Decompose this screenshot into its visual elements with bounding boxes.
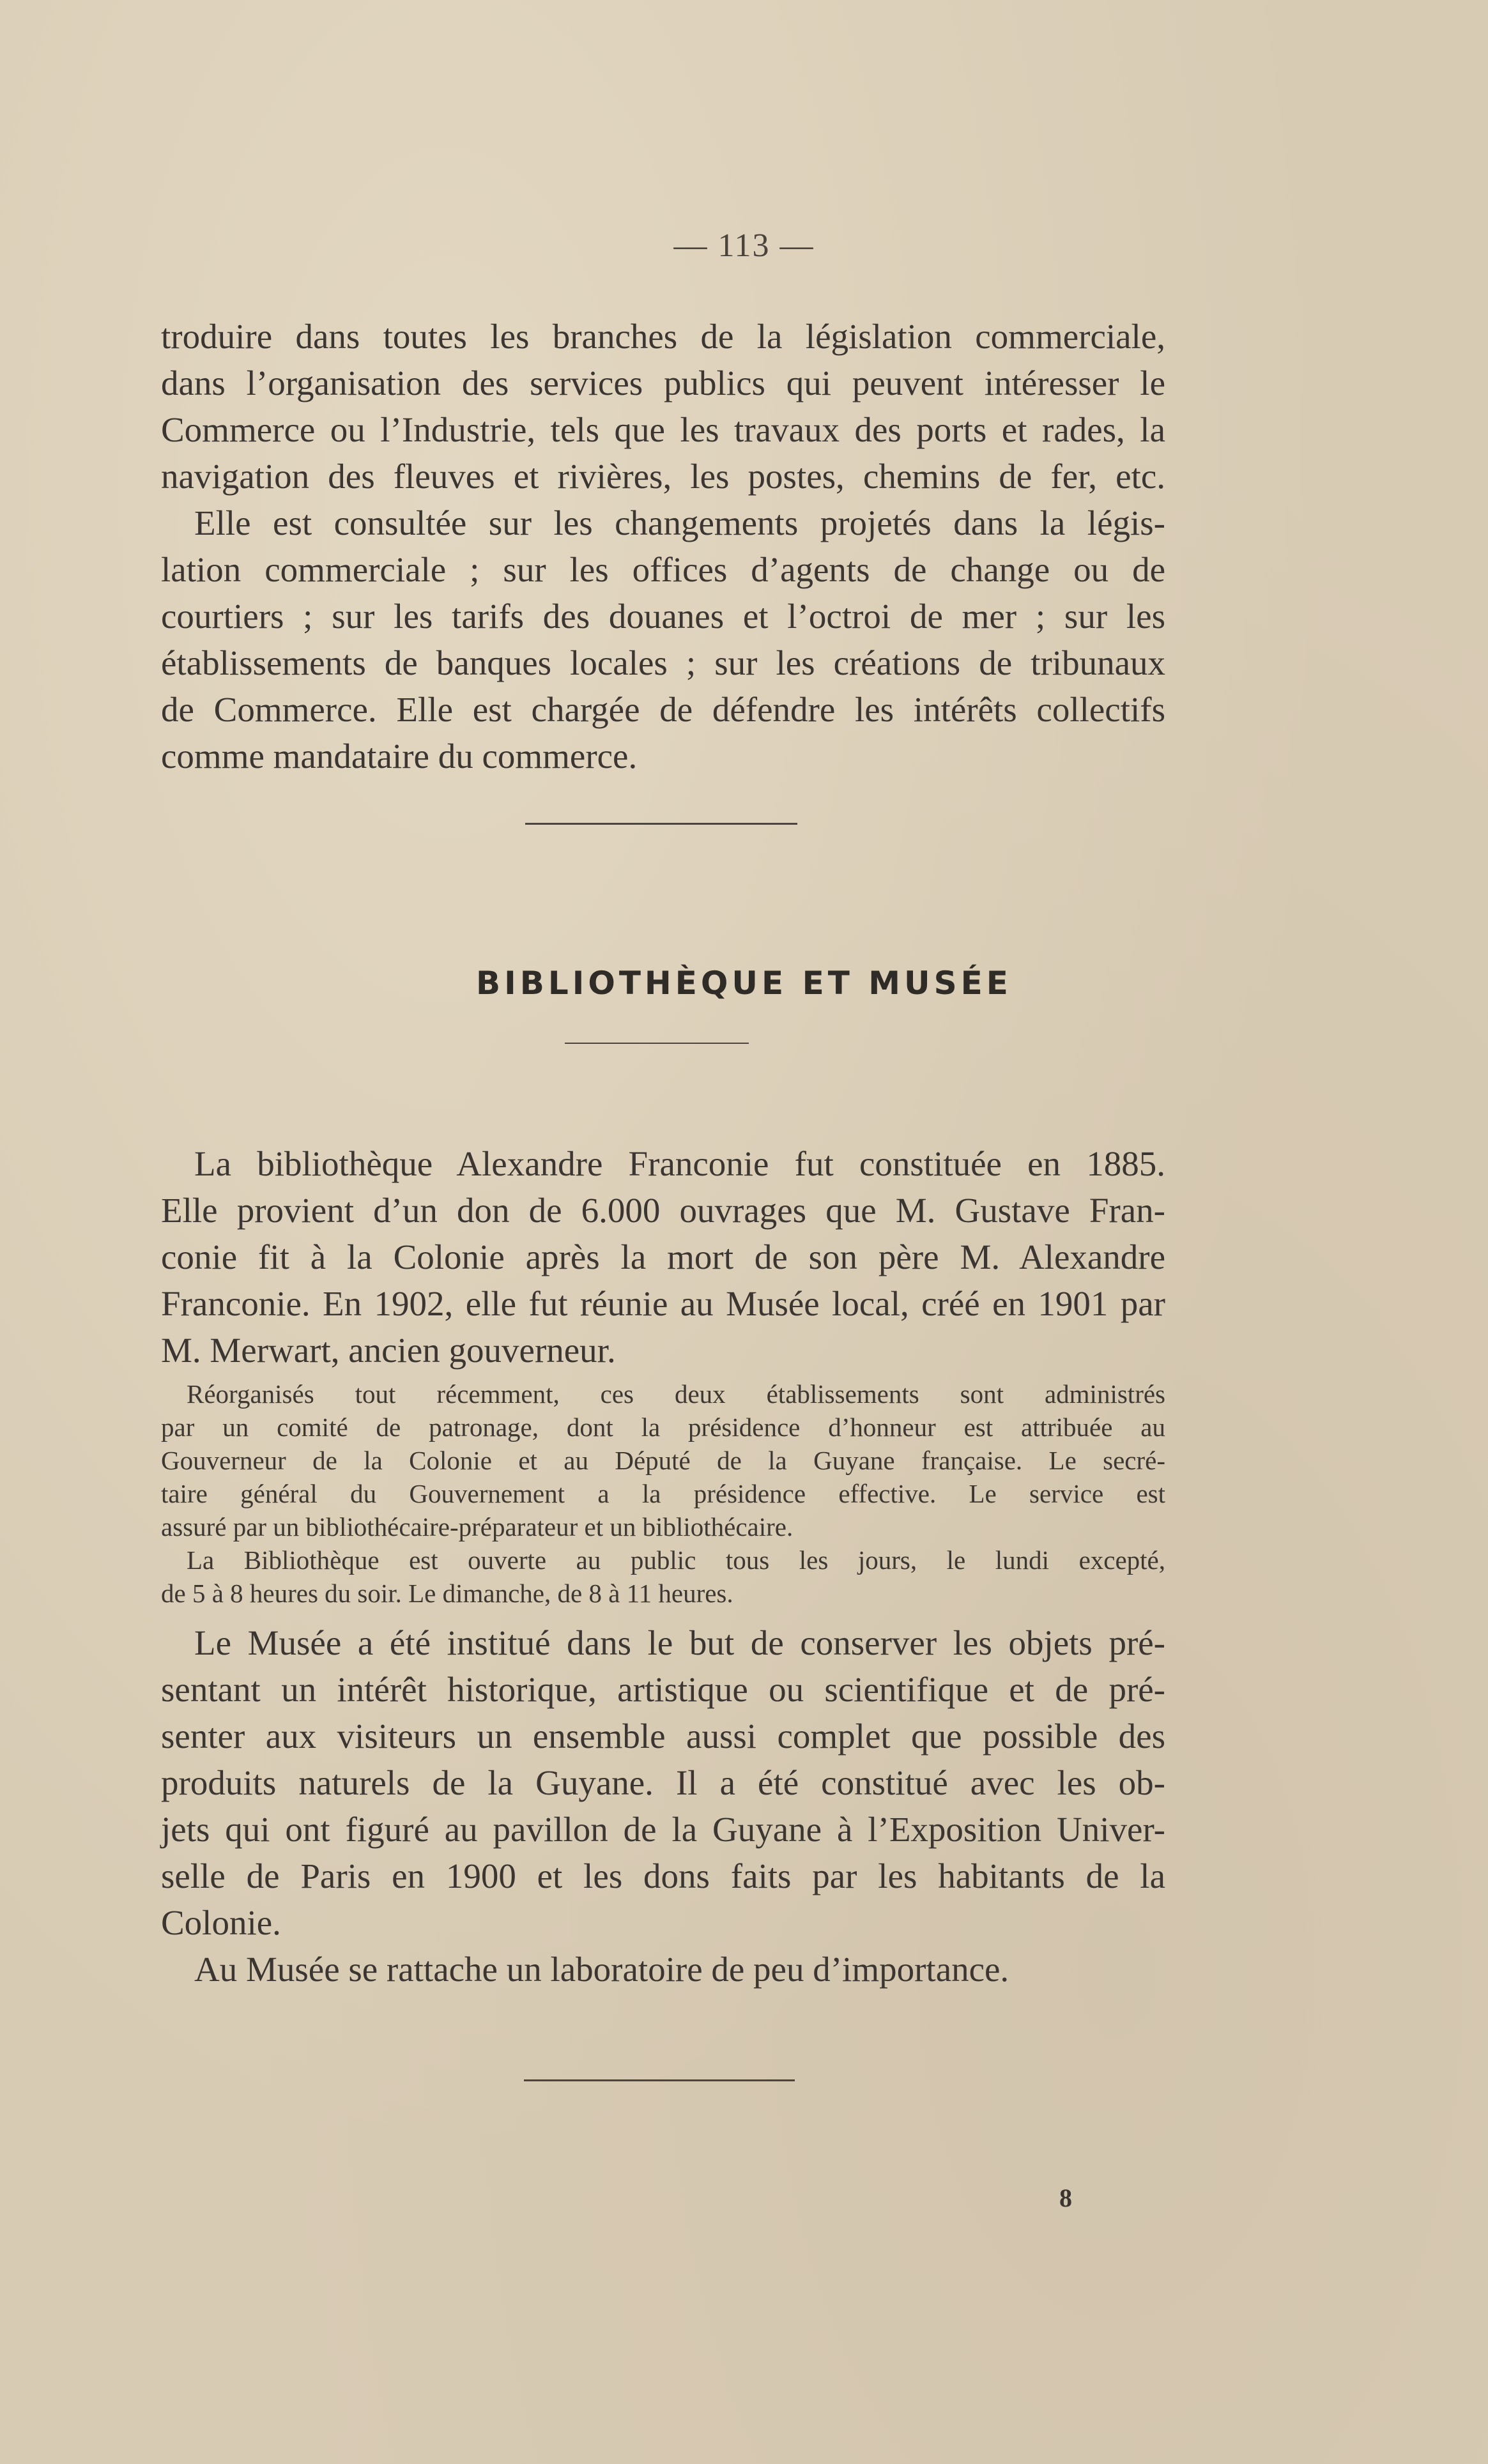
text-line: Le Musée a été institué dans le but de conserver les objets pré- [194,1623,1165,1662]
page-number-top: — 113 — [673,227,815,264]
text-line: Gouverneur de la Colonie et au Député de la Guyane française. Le secré- [161,1446,1165,1475]
section-divider-bottom [524,2079,795,2081]
section-heading: BIBLIOTHÈQUE ET MUSÉE [476,965,1012,1002]
text-line: de Commerce. Elle est chargée de défendre les intérêts collectifs [161,690,1165,729]
text-line: assuré par un bibliothécaire-préparateur et un bibliothécaire. [161,1512,794,1542]
text-line: Elle provient d’un don de 6.000 ouvrages que M. Gustave Fran- [161,1191,1165,1230]
text-line: jets qui ont figuré au pavillon de la Guyane à l’Exposition Univer- [161,1810,1165,1849]
text-line: comme mandataire du commerce. [161,737,638,776]
commerce-text-block [161,313,1165,779]
text-line: Elle est consultée sur les changements projetés dans la légis- [194,503,1165,542]
text-line: sentant un intérêt historique, artistique ou scientifique et de pré- [161,1670,1165,1709]
text-line: dans l’organisation des services publics qui peuvent intéresser le [161,363,1165,402]
text-line: troduire dans toutes les branches de la législation commerciale, [161,317,1165,356]
text-line: M. Merwart, ancien gouverneur. [161,1331,616,1370]
text-line: établissements de banques locales ; sur les créations de tribunaux [161,643,1165,682]
text-line: La Bibliothèque est ouverte au public tous les jours, le lundi excepté, [187,1545,1165,1575]
museum-text-block [161,1619,1165,1993]
text-line: Franconie. En 1902, elle fut réunie au Musée local, créé en 1901 par [161,1284,1165,1323]
text-line: Colonie. [161,1903,281,1942]
text-line: senter aux visiteurs un ensemble aussi complet que possible des [161,1717,1165,1756]
text-line: produits naturels de la Guyane. Il a été constitué avec les ob- [161,1763,1165,1802]
text-line: courtiers ; sur les tarifs des douanes et l’octroi de mer ; sur les [161,597,1165,636]
library-text-block [161,1140,1165,1374]
text-line: selle de Paris en 1900 et les dons faits par les habitants de la [161,1856,1165,1895]
text-line: La bibliothèque Alexandre Franconie fut constituée en 1885. [194,1144,1165,1183]
organization-small-print [161,1377,1165,1610]
heading-underline [565,1043,749,1044]
text-line: conie fit à la Colonie après la mort de son père M. Alexandre [161,1237,1165,1276]
section-divider [525,823,797,825]
text-line: Réorganisés tout récemment, ces deux établissements sont administrés [187,1379,1165,1409]
text-line: lation commerciale ; sur les offices d’agents de change ou de [161,550,1165,589]
text-line: navigation des fleuves et rivières, les postes, chemins de fer, etc. [161,457,1165,496]
text-line: de 5 à 8 heures du soir. Le dimanche, de 8 à 11 heures. [161,1579,733,1608]
text-line: taire général du Gouvernement a la présidence effective. Le service est [161,1479,1165,1508]
page-number-bottom: 8 [1059,2184,1072,2212]
text-line: Au Musée se rattache un laboratoire de peu d’importance. [194,1950,1009,1989]
text-line: Commerce ou l’Industrie, tels que les travaux des ports et rades, la [161,410,1165,449]
text-line: par un comité de patronage, dont la présidence d’honneur est attribuée au [161,1412,1165,1442]
